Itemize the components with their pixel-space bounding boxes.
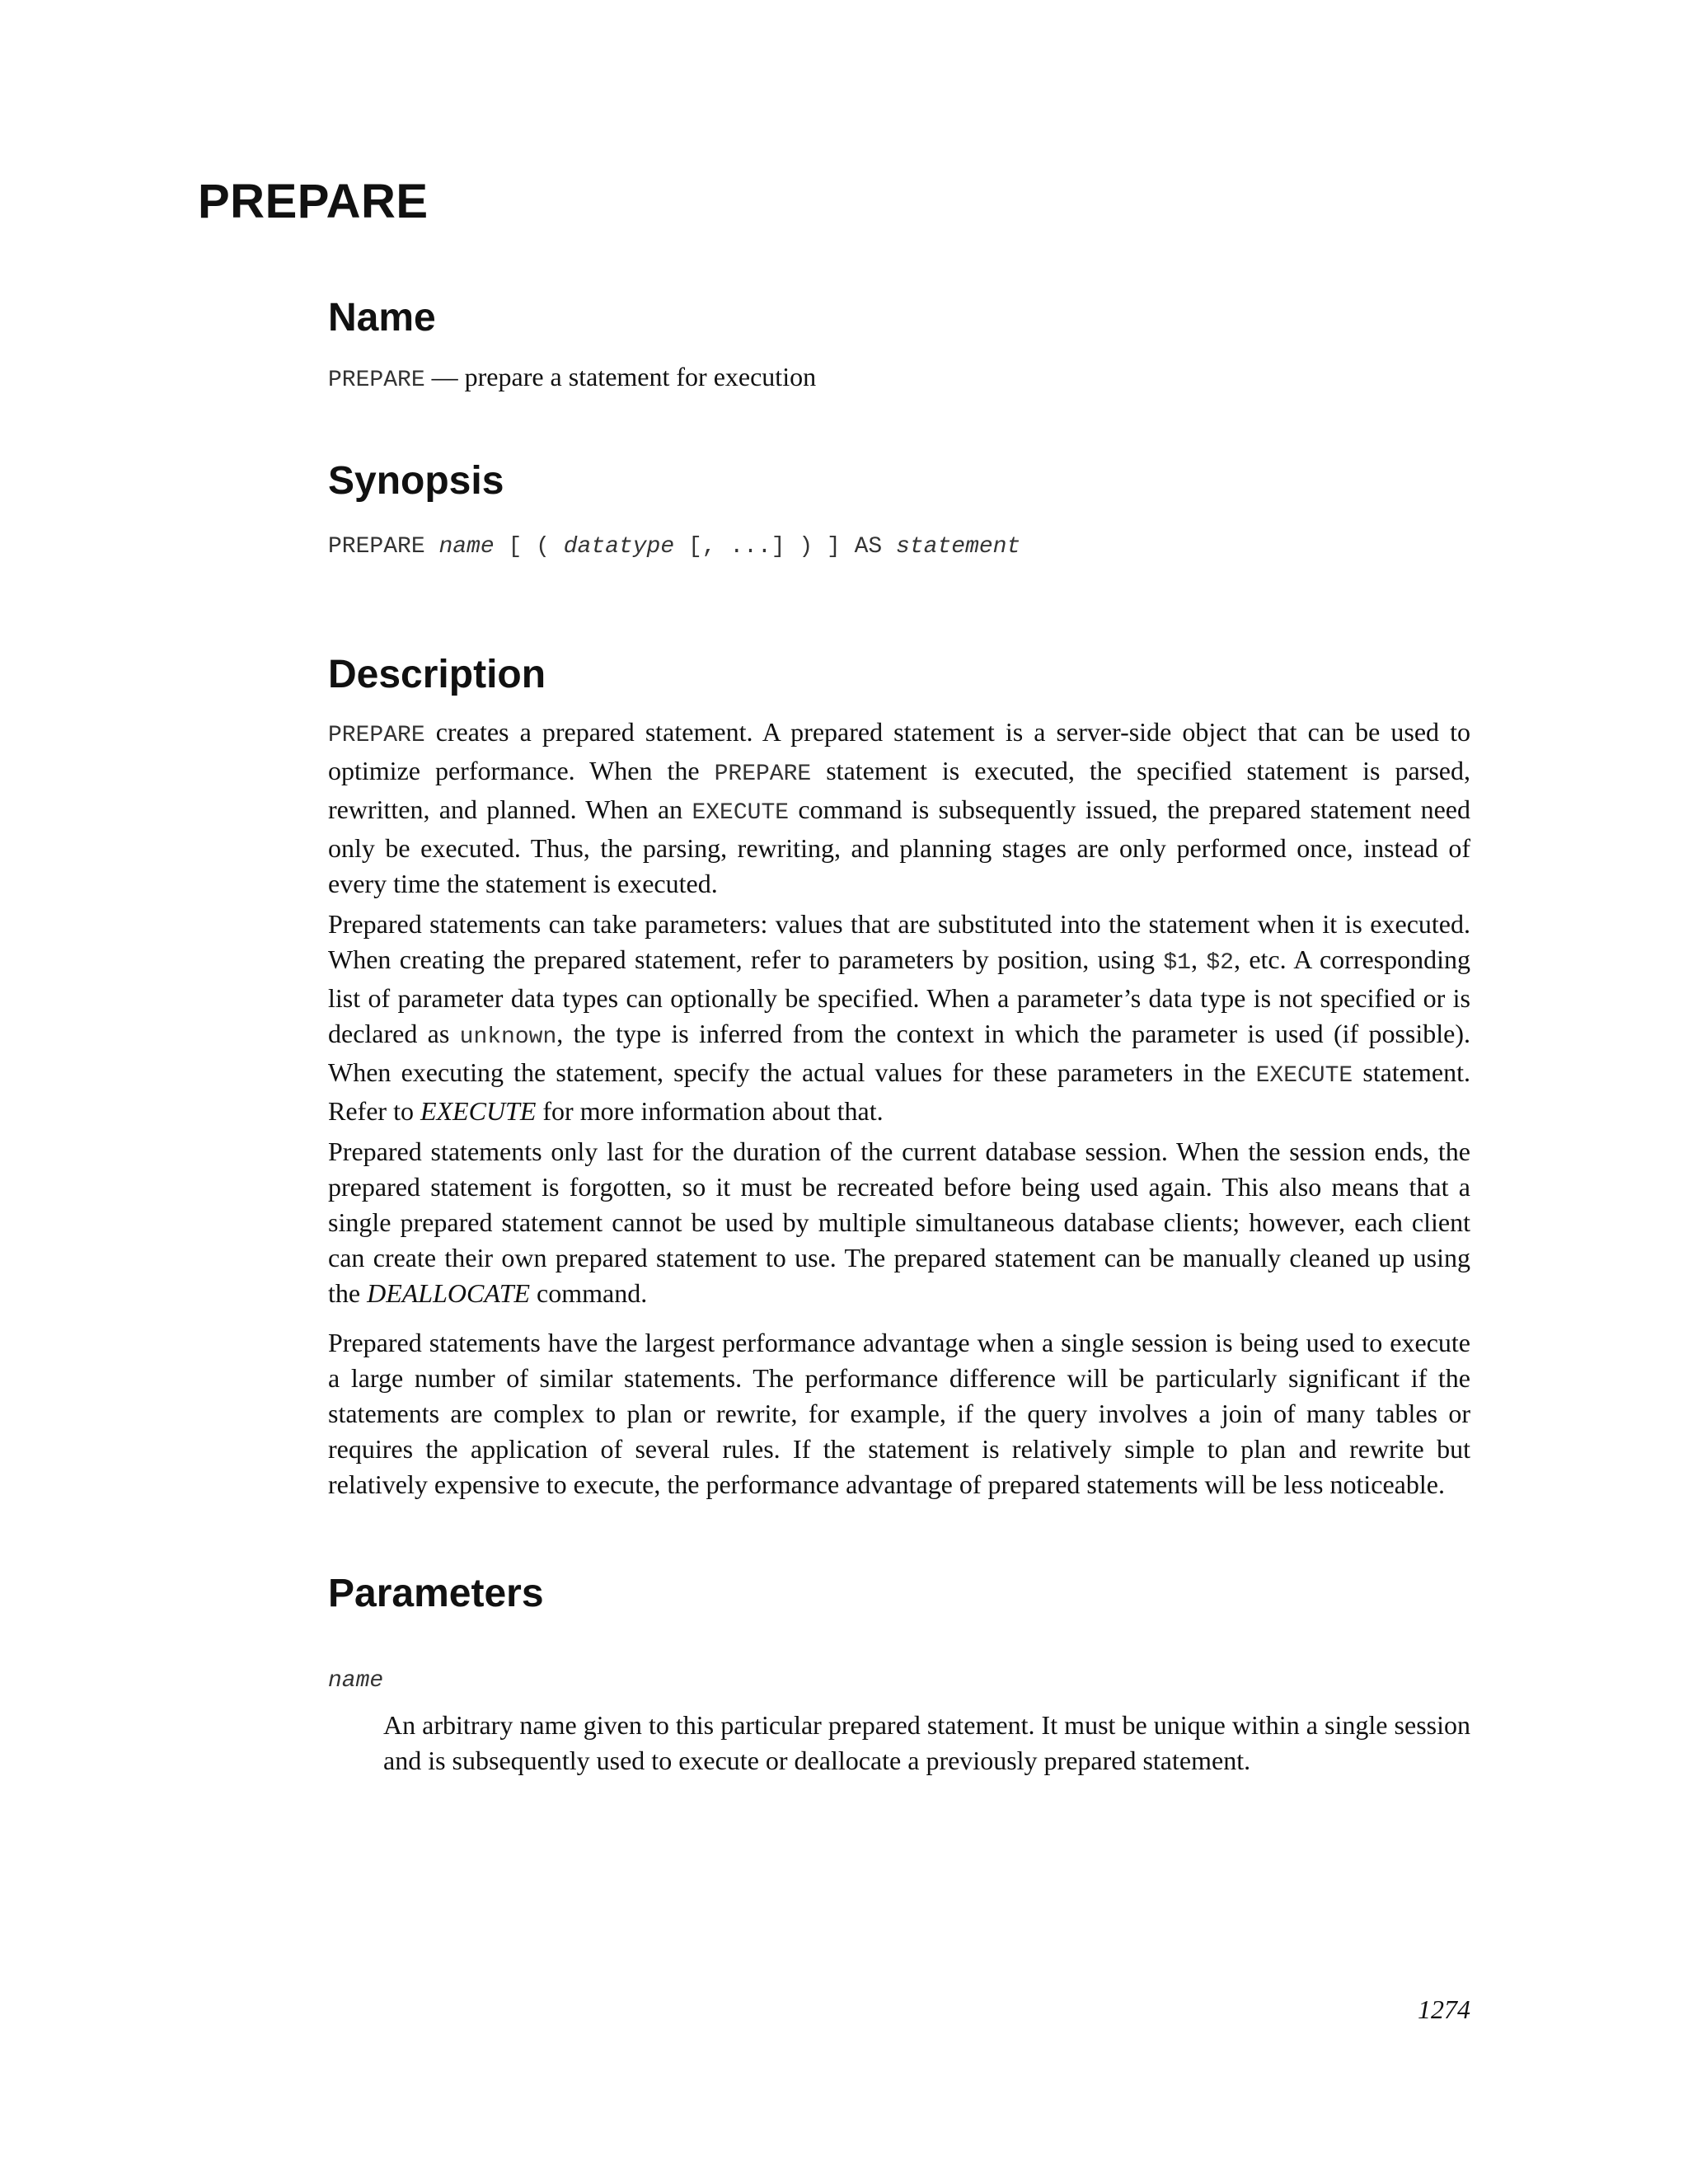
name-command: PREPARE — [328, 368, 425, 393]
name-description: — prepare a statement for execution — [431, 362, 817, 391]
execute-link[interactable]: EXECUTE — [420, 1096, 537, 1126]
synopsis-open: [ ( — [508, 534, 550, 560]
name-heading: Name — [328, 296, 436, 340]
description-paragraph-4: Prepared statements have the largest performance advantage when a single session is being used to execute a large number of similar statements. The performance difference will be particularly significant if the statements are complex to plan or rewrite, for example, if the query involves a join of many tables or requires the application of several rules. If the statement is relatively simple to plan and rewrite but relatively expensive to execute, the performance advantage of prepared statements will be less noticeable. — [328, 1328, 1470, 1499]
code-prepare: PREPARE — [328, 723, 425, 748]
code-param-2: $2 — [1206, 950, 1234, 976]
synopsis-rest: [, ...] ) ] AS — [687, 534, 883, 560]
code-unknown: unknown — [459, 1024, 557, 1050]
name-line — [328, 359, 1470, 398]
description-heading: Description — [328, 653, 546, 696]
synopsis-heading: Synopsis — [328, 459, 504, 503]
code-execute: EXECUTE — [692, 800, 790, 826]
synopsis-arg-statement: statement — [896, 534, 1021, 560]
parameter-term-name: name — [328, 1668, 384, 1694]
code-prepare: PREPARE — [714, 762, 812, 787]
synopsis-arg-datatype: datatype — [563, 534, 675, 560]
description-paragraph-1: PREPARE creates a prepared statement. A prepared statement is a server-side object that can be used to optimize performance. When the PREPARE statement is executed, the specified statement is parsed, rewritten, and planned. When an EXECUTE command is subsequently issued, the prepared statement need only be executed. Thus, the parsing, rewriting, and planning stages are only performed once, instead of every time the statement is executed. — [328, 717, 1471, 898]
parameters-heading: Parameters — [328, 1572, 544, 1615]
synopsis-arg-name: name — [438, 534, 495, 560]
parameter-definition-name: An arbitrary name given to this particular prepared statement. It must be unique within a single session and is subsequently used to execute or deallocate a previously prepared statement. — [383, 1710, 1470, 1775]
code-execute: EXECUTE — [1255, 1063, 1353, 1089]
description-paragraph-3: Prepared statements only last for the duration of the current database session. When the session ends, the prepared statement is forgotten, so it must be recreated before being used again. This also means that a single prepared statement cannot be used by multiple simultaneous database clients; however, each client can create their own prepared statement to use. The prepared statement can be manually cleaned up using the DEALLOCATE command. — [328, 1137, 1470, 1308]
description-paragraph-2: Prepared statements can take parameters: values that are substituted into the statement when it is executed. When creating the prepared statement, refer to parameters by position, using $1, $2, etc. A corresponding list of parameter data types can optionally be specified. When a parameter’s data type is not specified or is declared as unknown, the type is inferred from the context in which the parameter is used (if possible). When executing the statement, specify the actual values for these parameters in the EXECUTE statement. Refer to EXECUTE for more information about that. — [328, 909, 1471, 1126]
page-title: PREPARE — [198, 175, 429, 228]
page-number: 1274 — [1418, 1994, 1470, 2024]
code-param-1: $1 — [1163, 950, 1191, 976]
synopsis-keyword: PREPARE — [328, 534, 425, 560]
deallocate-link[interactable]: DEALLOCATE — [367, 1278, 531, 1308]
synopsis-code — [328, 532, 1020, 562]
